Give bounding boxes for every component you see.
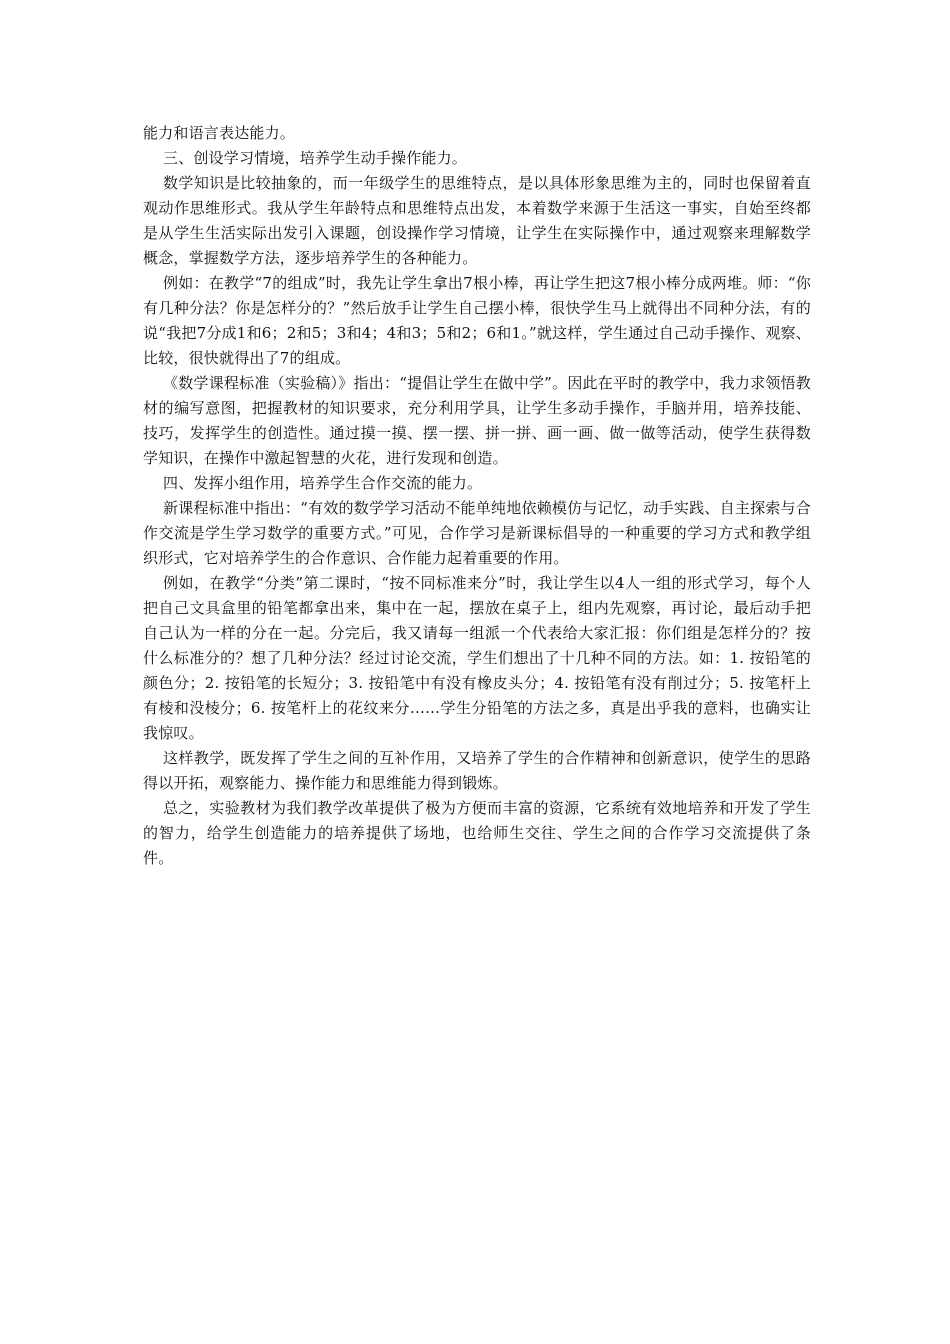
paragraph: 数学知识是比较抽象的，而一年级学生的思维特点，是以具体形象思维为主的，同时也保留着直观动作思维形式。我从学生年龄特点和思维特点出发，本着数学来源于生活这一事实，自始至终都是从学生生活实际出发引入课题，创设操作学习情境，让学生在实际操作中，通过观察来理解数学概念，掌握数学方法，逐步培养学生的各种能力。 — [143, 174, 811, 267]
document-body — [143, 121, 811, 871]
section-heading-4: 四、发挥小组作用，培养学生合作交流的能力。 — [163, 474, 483, 492]
paragraph-example: 例如，在教学“分类”第二课时，“按不同标准来分”时，我让学生以4人一组的形式学习，每个人把自己文具盒里的铅笔都拿出来，集中在一起，摆放在桌子上，组内先观察，再讨论，最后动手把自己认为一样的分在一起。分完后，我又请每一组派一个代表给大家汇报：你们组是怎样分的？按什么标准分的？想了几种分法？经过讨论交流，学生们想出了十几种不同的方法。如：1. 按铅笔的颜色分；2. 按铅笔的长短分；3. 按铅笔中有没有橡皮头分；4. 按铅笔有没有削过分；5. 按笔杆上有棱和没棱分；6. 按笔杆上的花纹来分……学生分铅笔的方法之多，真是出乎我的意料，也确实让我惊叹。 — [143, 574, 811, 742]
paragraph-continued: 能力和语言表达能力。 — [143, 124, 296, 142]
paragraph: 新课程标准中指出：“有效的数学学习活动不能单纯地依赖模仿与记忆，动手实践、自主探索与合作交流是学生学习数学的重要方式。”可见，合作学习是新课标倡导的一种重要的学习方式和教学组织形式，它对培养学生的合作意识、合作能力起着重要的作用。 — [143, 499, 811, 567]
section-heading-3: 三、创设学习情境，培养学生动手操作能力。 — [163, 149, 468, 167]
paragraph-example: 例如：在教学“7的组成”时，我先让学生拿出7根小棒，再让学生把这7根小棒分成两堆。师：“你有几种分法？你是怎样分的？”然后放手让学生自己摆小棒，很快学生马上就得出不同种分法，有的说“我把7分成1和6；2和5；3和4；4和3；5和2；6和1。”就这样，学生通过自己动手操作、观察、比较，很快就得出了7的组成。 — [143, 274, 811, 367]
paragraph: 这样教学，既发挥了学生之间的互补作用，又培养了学生的合作精神和创新意识，使学生的思路得以开拓，观察能力、操作能力和思维能力得到锻炼。 — [143, 749, 811, 792]
paragraph-conclusion: 总之，实验教材为我们教学改革提供了极为方便而丰富的资源，它系统有效地培养和开发了学生的智力，给学生创造能力的培养提供了场地，也给师生交往、学生之间的合作学习交流提供了条件。 — [143, 799, 811, 867]
paragraph: 《数学课程标准（实验稿）》指出：“提倡让学生在做中学”。因此在平时的教学中，我力求领悟教材的编写意图，把握教材的知识要求，充分利用学具，让学生多动手操作，手脑并用，培养技能、技巧，发挥学生的创造性。通过摸一摸、摆一摆、拼一拼、画一画、做一做等活动，使学生获得数学知识，在操作中激起智慧的火花，进行发现和创造。 — [143, 374, 811, 467]
